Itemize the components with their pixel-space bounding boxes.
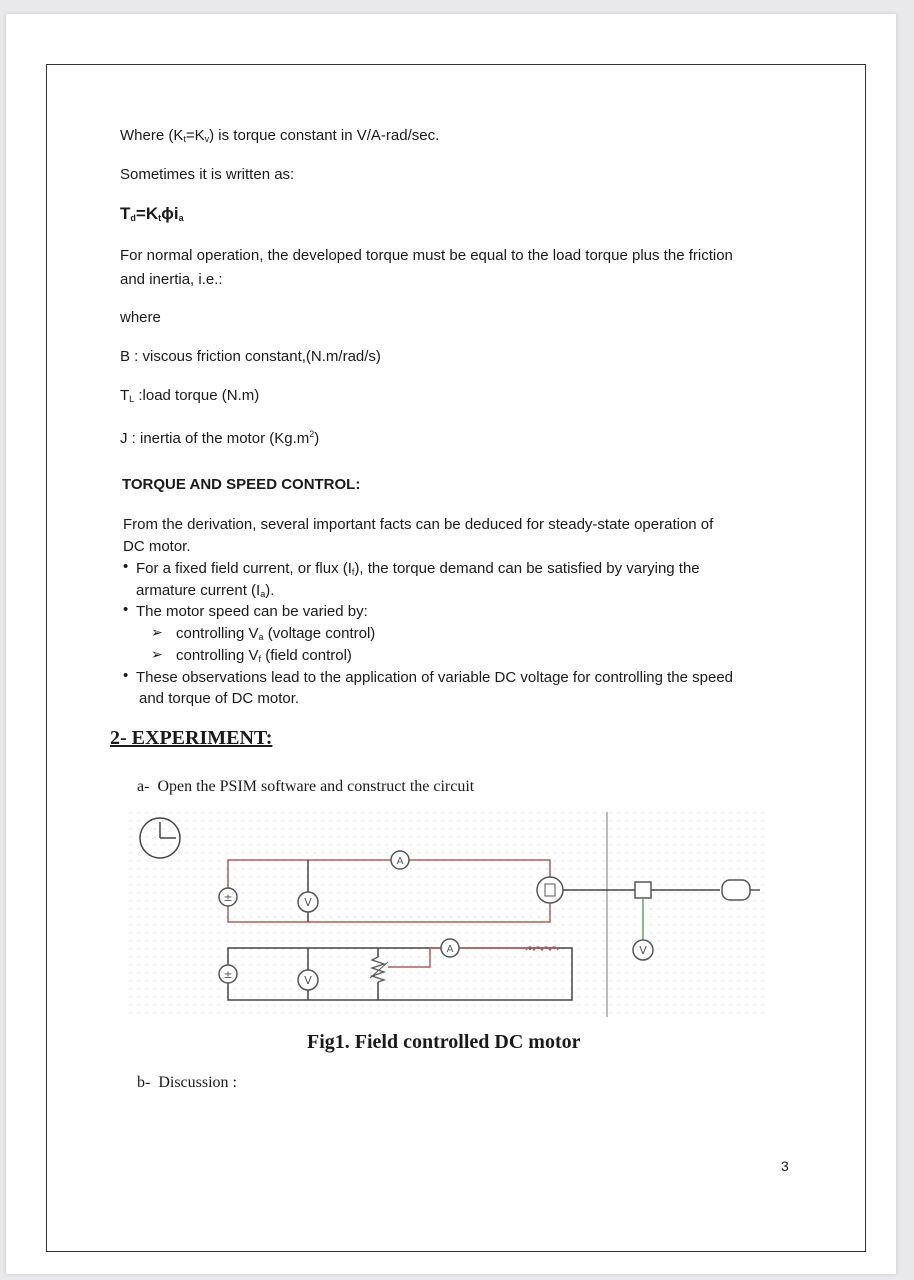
psim-circuit-diagram	[130, 812, 770, 1017]
sub-bullet-2: controlling $V_f$ (field control)	[176, 647, 352, 664]
bullet-3-line-2: and torque of DC motor.	[139, 690, 300, 707]
svg-text:V: V	[304, 974, 312, 987]
svg-text:±: ±	[223, 891, 233, 904]
armature-ammeter-icon	[391, 851, 409, 869]
armature-dc-source-icon	[219, 888, 237, 906]
armature-voltmeter-icon	[298, 892, 318, 912]
bullet-3-marker: •	[123, 667, 129, 684]
bullet-2-line: The motor speed can be varied by:	[136, 603, 368, 620]
svg-text:±: ±	[223, 968, 233, 981]
sub-bullet-1: controlling $V_a$ (voltage control)	[176, 625, 376, 642]
torque-constant-line: Where $(K_t=K_v)$ is torque constant in V/A-rad/sec.	[120, 127, 440, 144]
sub-bullet-2-arrow: ➢	[151, 646, 163, 662]
field-voltmeter-icon	[298, 970, 318, 990]
bullet-1-line-1: For a fixed field current, or flux $(I_f)$, the torque demand can be satisfied by varying the	[136, 560, 700, 577]
bullet-1-line-2: armature current $(I_a)$.	[136, 582, 275, 599]
section-heading: TORQUE AND SPEED CONTROL:	[122, 476, 361, 493]
svg-text:A: A	[396, 856, 404, 867]
step-a: a- Open the PSIM software and construct the circuit	[137, 778, 475, 795]
step-b: b- Discussion :	[137, 1074, 237, 1091]
viscous-friction-line: B : viscous friction constant,(N.m/rad/s)	[120, 348, 381, 365]
circuit-figure	[130, 812, 770, 1017]
sub-bullet-1-arrow: ➢	[151, 624, 163, 640]
page-number: 3	[781, 1158, 789, 1174]
normal-operation-line-2: and inertia, i.e.:	[120, 271, 223, 288]
bullet-3-line-1: These observations lead to the application of variable DC voltage for controlling the speed	[136, 669, 734, 686]
bullet-1-marker: •	[123, 558, 129, 575]
dc-motor-icon	[537, 877, 563, 903]
svg-text:V: V	[304, 896, 312, 909]
svg-text:V: V	[639, 944, 647, 957]
figure-caption: Fig1. Field controlled DC motor	[307, 1031, 581, 1053]
inertia-line: J : inertia of the motor $(Kg.m^2)$	[120, 429, 320, 447]
speed-voltmeter-icon	[633, 940, 653, 960]
svg-text:A: A	[446, 944, 454, 955]
experiment-heading: 2- EXPERIMENT:	[110, 727, 273, 749]
where-line: where	[120, 309, 161, 326]
field-dc-source-icon	[219, 965, 237, 983]
derivation-line-2: DC motor.	[123, 538, 191, 555]
torque-equation: $T_d=K_t\phi i_a$	[120, 204, 184, 223]
field-ammeter-icon	[441, 939, 459, 957]
derivation-line-1: From the derivation, several important facts can be deduced for steady-state operation of	[123, 516, 714, 533]
normal-operation-line-1: For normal operation, the developed torque must be equal to the load torque plus the friction	[120, 247, 733, 264]
bullet-2-marker: •	[123, 601, 129, 618]
sometimes-line: Sometimes it is written as:	[120, 166, 295, 183]
load-torque-line: $T_L$ :load torque (N.m)	[120, 387, 260, 404]
